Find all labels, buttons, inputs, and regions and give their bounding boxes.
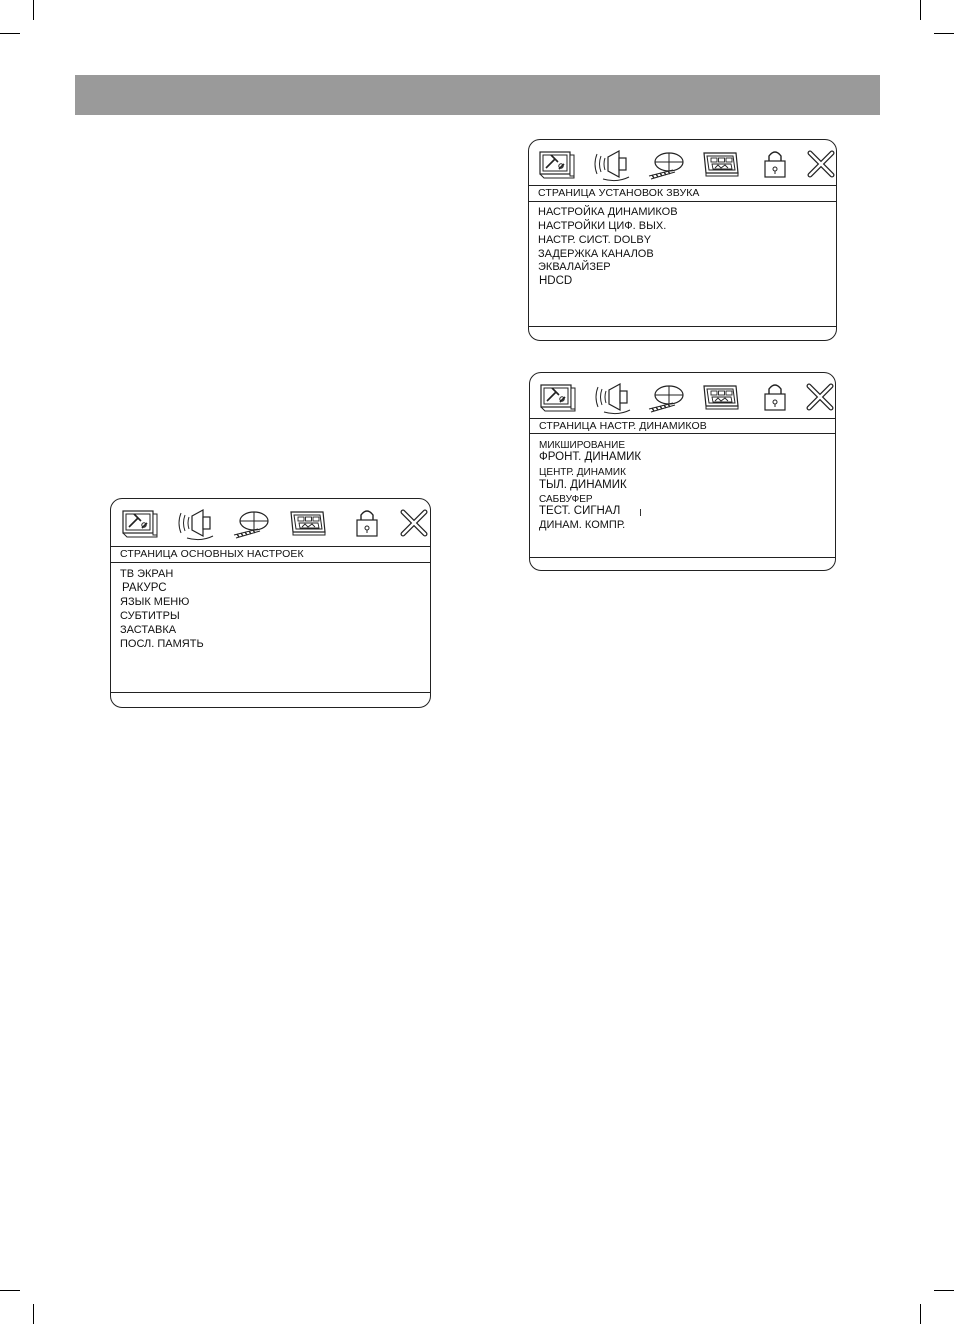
header-bar (75, 75, 880, 115)
crop-mark (920, 0, 921, 20)
menu-item-digital-output[interactable]: НАСТРОЙКИ ЦИФ. ВЫХ. (538, 220, 667, 232)
crop-mark (33, 1304, 34, 1324)
menu-item-test-tone[interactable]: ТЕСТ. СИГНАЛ (539, 505, 621, 517)
audio-setup-icon[interactable] (592, 379, 632, 415)
audio-setup-icon[interactable] (175, 505, 215, 541)
lock-icon[interactable] (755, 379, 795, 415)
audio-setup-icon[interactable] (591, 146, 631, 182)
menu-item-hdcd[interactable]: HDCD (539, 275, 573, 287)
menu-item-subwoofer[interactable]: САБВУФЕР (539, 494, 593, 505)
icon-toolbar (530, 373, 835, 419)
menu-item-center-speaker[interactable]: ЦЕНТР. ДИНАМИК (539, 467, 626, 478)
close-icon[interactable] (800, 379, 840, 415)
general-setup-icon[interactable] (538, 379, 578, 415)
menu-item-speaker-setup[interactable]: НАСТРОЙКА ДИНАМИКОВ (538, 206, 678, 218)
cursor-mark (640, 509, 641, 516)
general-setup-icon[interactable] (537, 146, 577, 182)
display-preference-icon[interactable] (701, 146, 741, 182)
close-icon[interactable] (394, 505, 434, 541)
crop-mark (920, 1304, 921, 1324)
menu-item-menu-language[interactable]: ЯЗЫК МЕНЮ (120, 596, 190, 608)
lock-icon[interactable] (755, 146, 795, 182)
menu-item-tv-screen[interactable]: ТВ ЭКРАН (120, 568, 174, 580)
icon-toolbar (529, 140, 836, 186)
menu-item-dolby-setup[interactable]: НАСТР. СИСТ. DOLBY (538, 234, 652, 246)
icon-toolbar (111, 499, 430, 545)
disc-icon[interactable] (647, 146, 687, 182)
menu-item-downmix[interactable]: МИКШИРОВАНИЕ (539, 440, 626, 451)
close-icon[interactable] (801, 146, 841, 182)
audio-settings-panel (528, 139, 837, 341)
menu-item-screensaver[interactable]: ЗАСТАВКА (120, 624, 177, 636)
crop-mark (0, 1290, 20, 1291)
menu-item-front-speaker[interactable]: ФРОНТ. ДИНАМИК (539, 451, 642, 463)
disc-icon[interactable] (647, 379, 687, 415)
display-preference-icon[interactable] (288, 505, 328, 541)
speaker-settings-panel (529, 372, 836, 571)
menu-item-equalizer[interactable]: ЭКВАЛАЙЗЕР (538, 261, 611, 273)
menu-item-channel-delay[interactable]: ЗАДЕРЖКА КАНАЛОВ (538, 248, 654, 260)
general-setup-icon[interactable] (120, 505, 160, 541)
page-title: СТРАНИЦА ОСНОВНЫХ НАСТРОЕК (120, 548, 304, 560)
crop-mark (33, 0, 34, 20)
menu-item-dynamic-compression[interactable]: ДИНАМ. КОМПР. (539, 519, 626, 531)
menu-item-rear-speaker[interactable]: ТЫЛ. ДИНАМИК (539, 479, 627, 491)
crop-mark (934, 33, 954, 34)
menu-item-last-memory[interactable]: ПОСЛ. ПАМЯТЬ (120, 638, 204, 650)
general-settings-panel (110, 498, 431, 708)
display-preference-icon[interactable] (701, 379, 741, 415)
menu-item-subtitles[interactable]: СУБТИТРЫ (120, 610, 180, 622)
crop-mark (934, 1290, 954, 1291)
menu-item-angle[interactable]: РАКУРС (122, 582, 167, 594)
page-title: СТРАНИЦА НАСТР. ДИНАМИКОВ (539, 420, 707, 432)
page-title: СТРАНИЦА УСТАНОВОК ЗВУКА (538, 187, 700, 199)
disc-icon[interactable] (232, 505, 272, 541)
lock-icon[interactable] (347, 505, 387, 541)
crop-mark (0, 33, 20, 34)
